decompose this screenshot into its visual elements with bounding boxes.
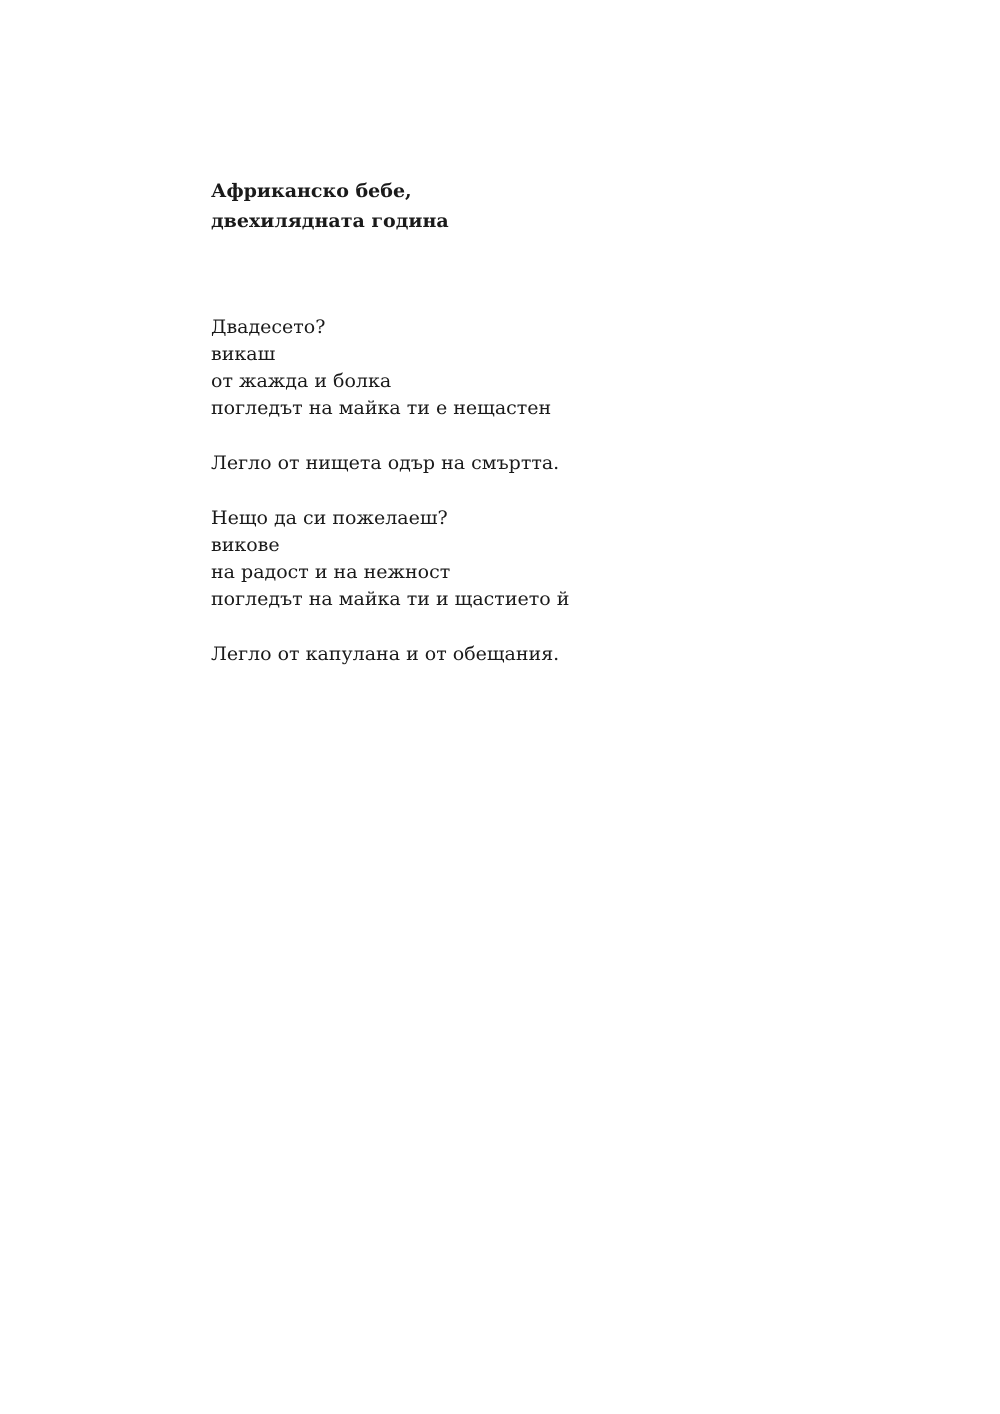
poem-title-line-1: Африканско бебе, bbox=[211, 180, 412, 202]
poem-line: от жажда и болка bbox=[211, 370, 392, 392]
stanza-1 bbox=[211, 314, 911, 422]
poem-line: викове bbox=[211, 534, 280, 556]
poem-title-line-2: двехилядната година bbox=[211, 210, 449, 232]
poem-line: погледът на майка ти и щастието й bbox=[211, 588, 570, 610]
stanza-3 bbox=[211, 505, 911, 613]
poem-line: на радост и на нежност bbox=[211, 561, 451, 583]
poem-line: викаш bbox=[211, 343, 276, 365]
stanza-2 bbox=[211, 450, 911, 477]
stanza-4 bbox=[211, 641, 911, 668]
poem-title bbox=[211, 176, 911, 236]
poem-line: Легло от капулана и от обещания. bbox=[211, 643, 560, 665]
poem-line: Нещо да си пожелаеш? bbox=[211, 507, 448, 529]
poem-body bbox=[211, 314, 911, 668]
poem-line: Легло от нищета одър на смъртта. bbox=[211, 452, 560, 474]
poem-line: Двадесето? bbox=[211, 316, 326, 338]
poem bbox=[211, 176, 911, 696]
poem-line: погледът на майка ти е нещастен bbox=[211, 397, 552, 419]
